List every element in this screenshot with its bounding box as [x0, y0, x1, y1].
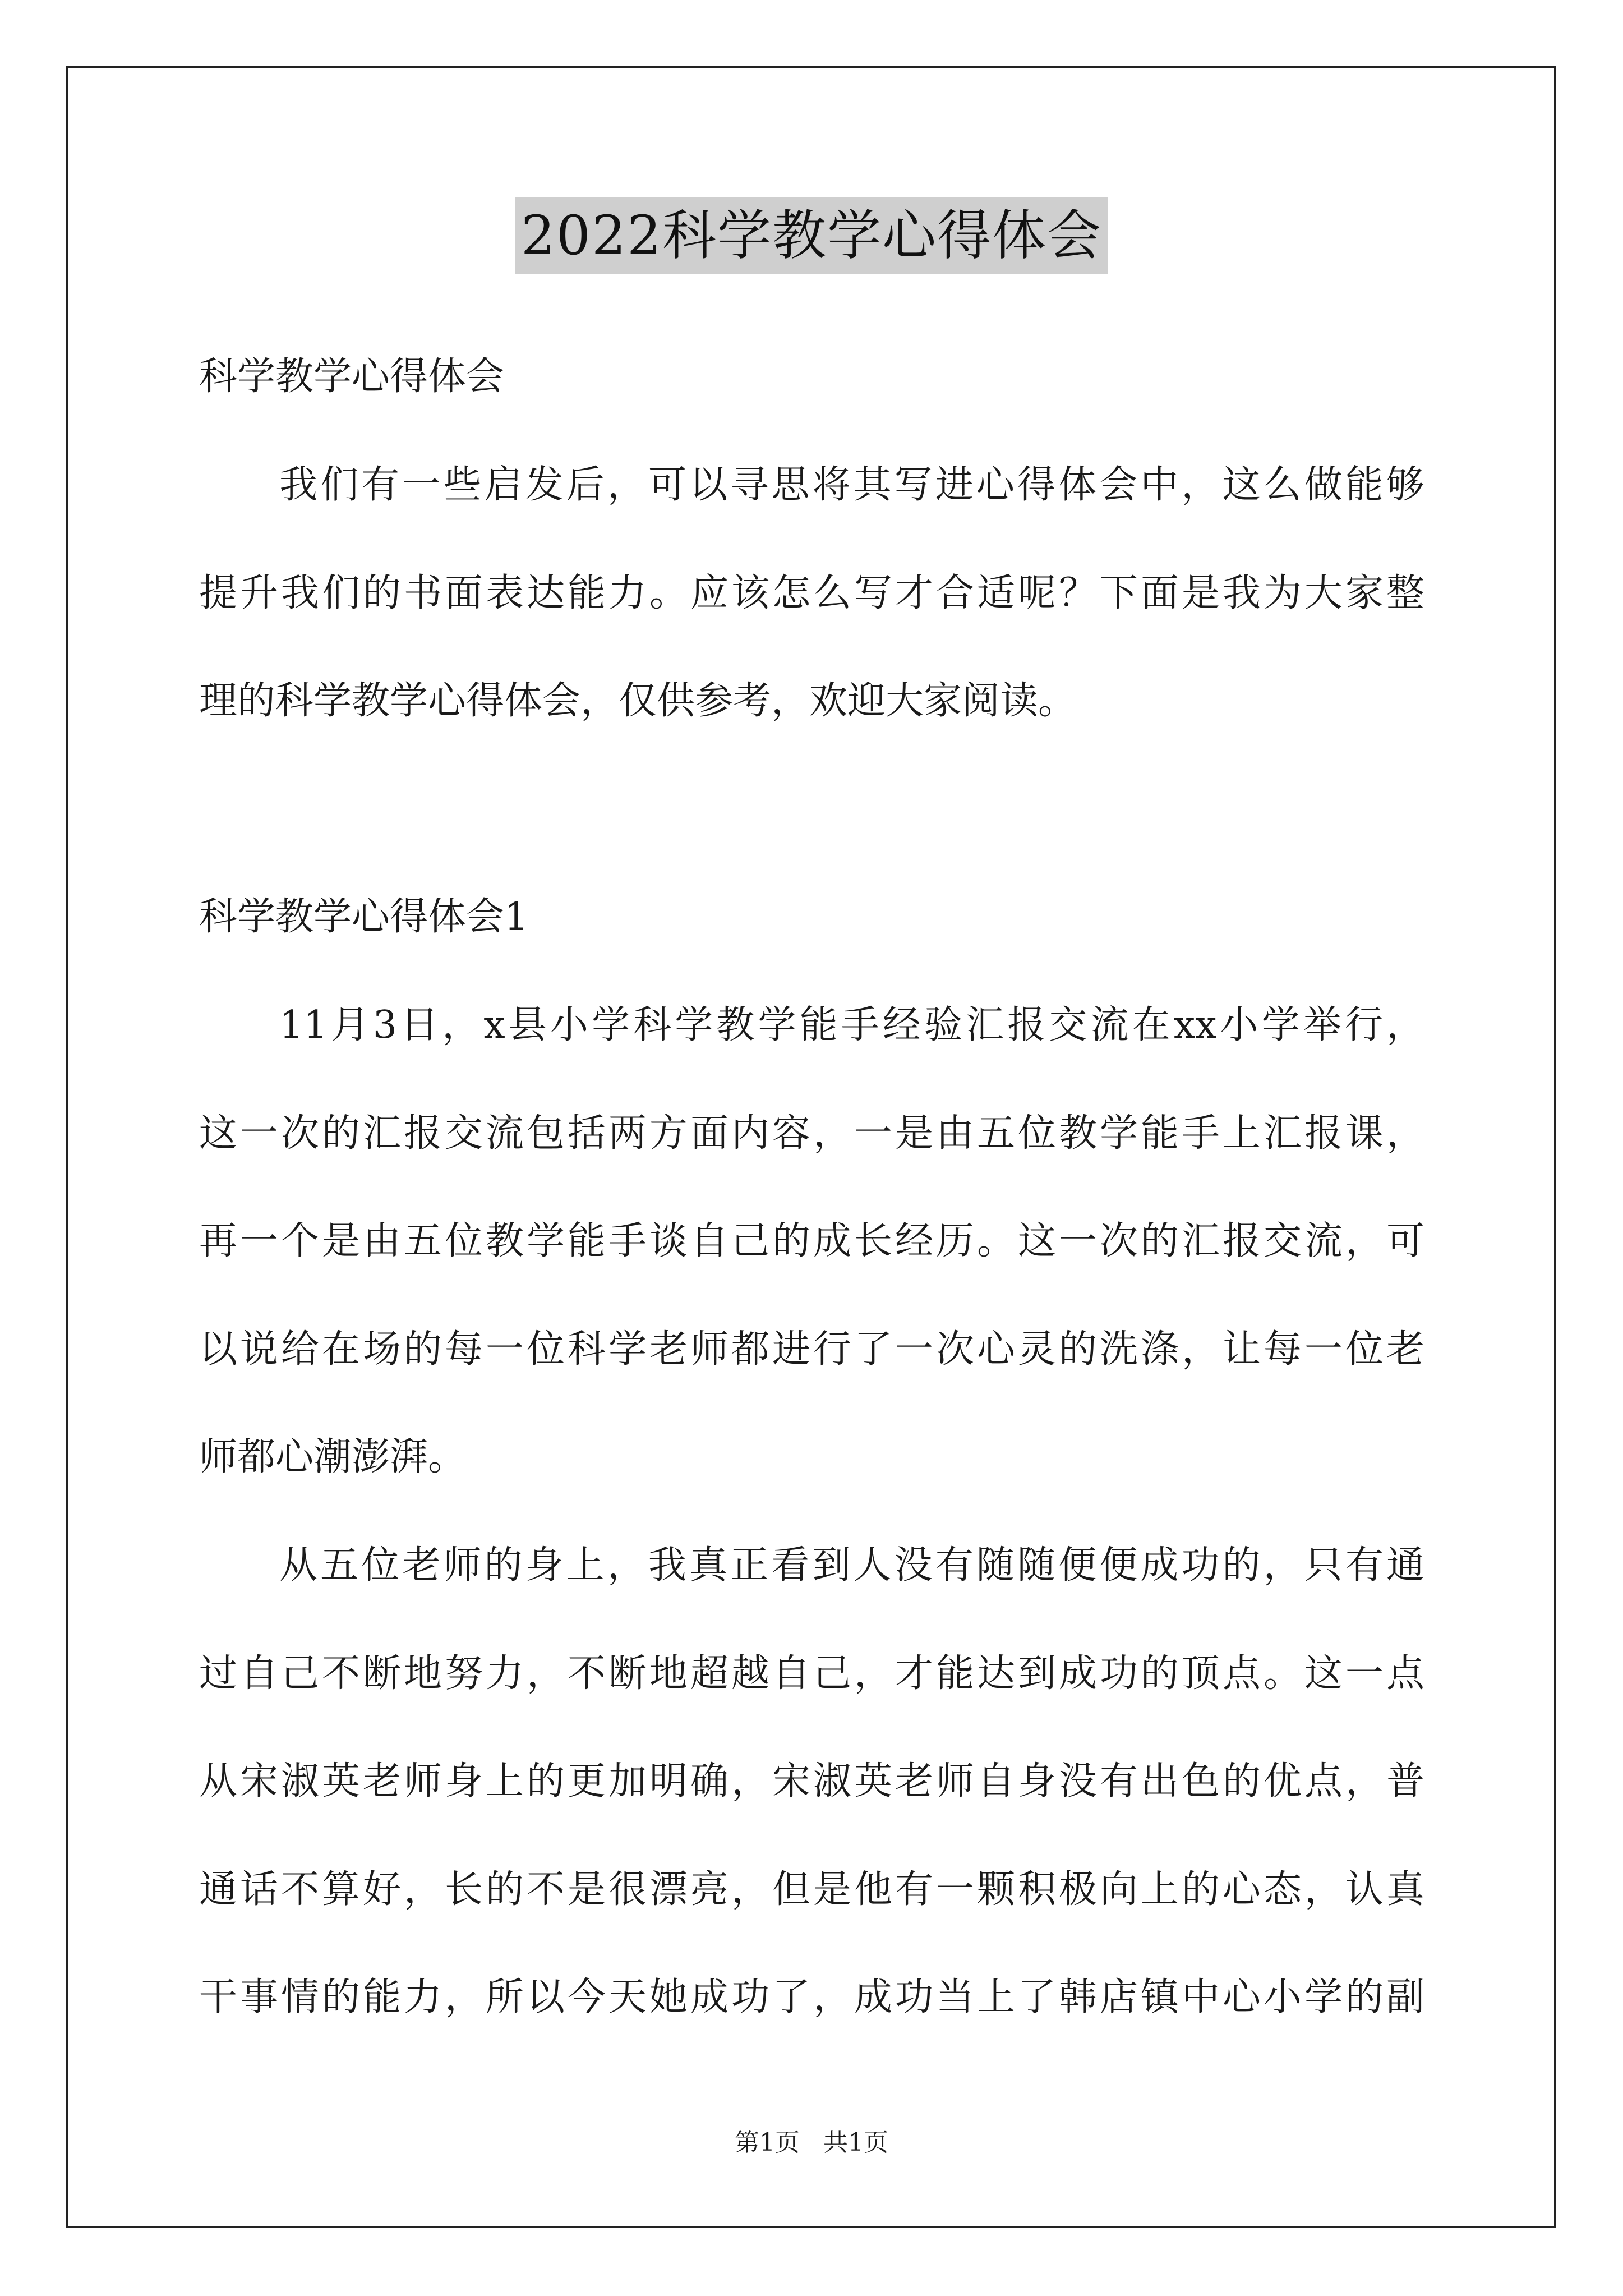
paragraph-line: 11月3日，x县小学科学教学能手经验汇报交流在xx小学举行，	[279, 1003, 1424, 1047]
paragraph-line: 再一个是由五位教学能手谈自己的成长经历。这一次的汇报交流，可	[199, 1219, 1424, 1263]
paragraph-line: 这一次的汇报交流包括两方面内容，一是由五位教学能手上汇报课，	[199, 1111, 1424, 1156]
paragraph-line: 我们有一些启发后，可以寻思将其写进心得体会中，这么做能够	[279, 463, 1424, 507]
paragraph-line: 以说给在场的每一位科学老师都进行了一次心灵的洗涤，让每一位老	[199, 1327, 1424, 1372]
page-number: 第1页	[735, 2128, 800, 2157]
section-heading: 科学教学心得体会1	[199, 895, 529, 939]
page-count: 共1页	[823, 2128, 888, 2157]
paragraph-line: 干事情的能力，所以今天她成功了，成功当上了韩店镇中心小学的副	[199, 1975, 1424, 2019]
subtitle: 科学教学心得体会	[199, 355, 505, 399]
paragraph-line: 过自己不断地努力，不断地超越自己，才能达到成功的顶点。这一点	[199, 1651, 1424, 1696]
paragraph-line: 从宋淑英老师身上的更加明确，宋淑英老师自身没有出色的优点，普	[199, 1759, 1424, 1803]
paragraph-line: 提升我们的书面表达能力。应该怎么写才合适呢？下面是我为大家整	[199, 571, 1424, 615]
paragraph-line: 理的科学教学心得体会，仅供参考，欢迎大家阅读。	[199, 679, 1077, 723]
paragraph-line: 师都心潮澎湃。	[199, 1435, 467, 1479]
title-container	[0, 197, 1623, 274]
page-footer	[0, 2126, 1623, 2160]
paragraph-line: 从五位老师的身上，我真正看到人没有随随便便成功的，只有通	[279, 1543, 1424, 1588]
document-title: 2022科学教学心得体会	[515, 197, 1108, 274]
paragraph-line: 通话不算好，长的不是很漂亮，但是他有一颗积极向上的心态，认真	[199, 1867, 1424, 1912]
